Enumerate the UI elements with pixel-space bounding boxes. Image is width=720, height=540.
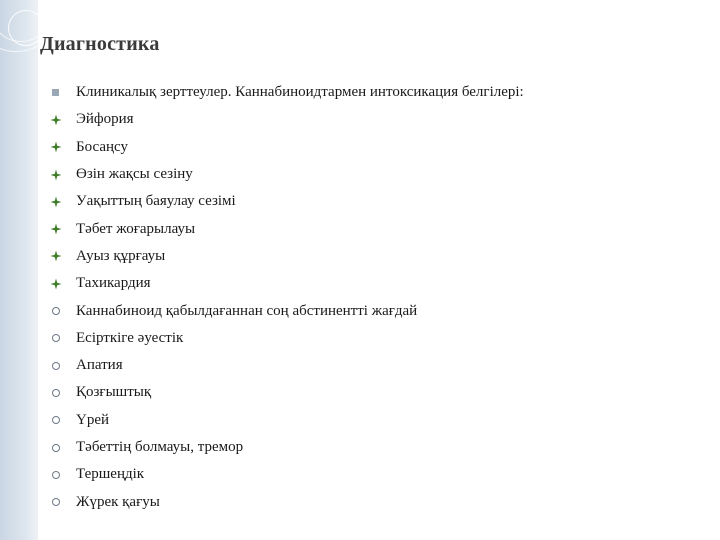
list-item-text: Тәбеттің болмауы, тремор bbox=[76, 439, 244, 455]
list-item-text: Тершеңдік bbox=[76, 466, 145, 483]
diamond-bullet-icon bbox=[50, 141, 76, 153]
diamond-bullet-icon bbox=[50, 278, 76, 290]
list-item-text: Тахикардия bbox=[76, 275, 151, 292]
list-item bbox=[50, 134, 690, 161]
list-item bbox=[50, 325, 690, 352]
list-item-text: Қозғыштық bbox=[76, 384, 152, 401]
list-item bbox=[50, 352, 690, 379]
list-item-text: Үрей bbox=[76, 411, 110, 428]
diamond-bullet-icon bbox=[50, 114, 76, 126]
diamond-bullet-icon bbox=[50, 223, 76, 235]
list-item bbox=[50, 79, 690, 106]
list-item-text: Тәбет жоғарылауы bbox=[76, 220, 196, 237]
list-item bbox=[50, 161, 690, 188]
list-item-text: Апатия bbox=[76, 357, 123, 374]
list-item bbox=[50, 434, 690, 461]
list-item-text: Босаңсу bbox=[76, 138, 128, 155]
bullet-list bbox=[50, 79, 690, 516]
circle-bullet-icon bbox=[50, 307, 76, 315]
diamond-bullet-icon bbox=[50, 250, 76, 262]
list-item bbox=[50, 379, 690, 406]
list-item bbox=[50, 297, 690, 324]
circle-bullet-icon bbox=[50, 471, 76, 479]
list-item-text: Өзін жақсы сезіну bbox=[76, 166, 193, 183]
list-item bbox=[50, 215, 690, 242]
list-item-text: Каннабиноид қабылдағаннан соң абстиненттi жағдай bbox=[76, 302, 418, 319]
list-item bbox=[50, 407, 690, 434]
list-item bbox=[50, 243, 690, 270]
list-item-text: Эйфория bbox=[76, 111, 134, 128]
side-decoration-band bbox=[0, 0, 38, 540]
circle-bullet-icon bbox=[50, 498, 76, 506]
circle-bullet-icon bbox=[50, 362, 76, 370]
decorative-ring bbox=[8, 10, 44, 46]
list-item bbox=[50, 106, 690, 133]
list-item-text: Есірткіге әуестік bbox=[76, 329, 184, 346]
list-item-text: Уақыттың баяулау сезімі bbox=[76, 193, 236, 210]
list-item-text: Клиникалық зерттеулер. Каннабиноидтармен интоксикация белгілері: bbox=[76, 84, 524, 101]
circle-bullet-icon bbox=[50, 416, 76, 424]
list-item bbox=[50, 188, 690, 215]
list-item bbox=[50, 270, 690, 297]
list-item-text: Ауыз құрғауы bbox=[76, 247, 166, 264]
circle-bullet-icon bbox=[50, 389, 76, 397]
list-item-text: Жүрек қағуы bbox=[76, 493, 160, 510]
list-item bbox=[50, 488, 690, 515]
slide-title: Диагностика bbox=[40, 33, 160, 55]
diamond-bullet-icon bbox=[50, 169, 76, 181]
square-bullet-icon bbox=[50, 89, 76, 96]
diamond-bullet-icon bbox=[50, 196, 76, 208]
list-item bbox=[50, 461, 690, 488]
circle-bullet-icon bbox=[50, 334, 76, 342]
circle-bullet-icon bbox=[50, 444, 76, 452]
